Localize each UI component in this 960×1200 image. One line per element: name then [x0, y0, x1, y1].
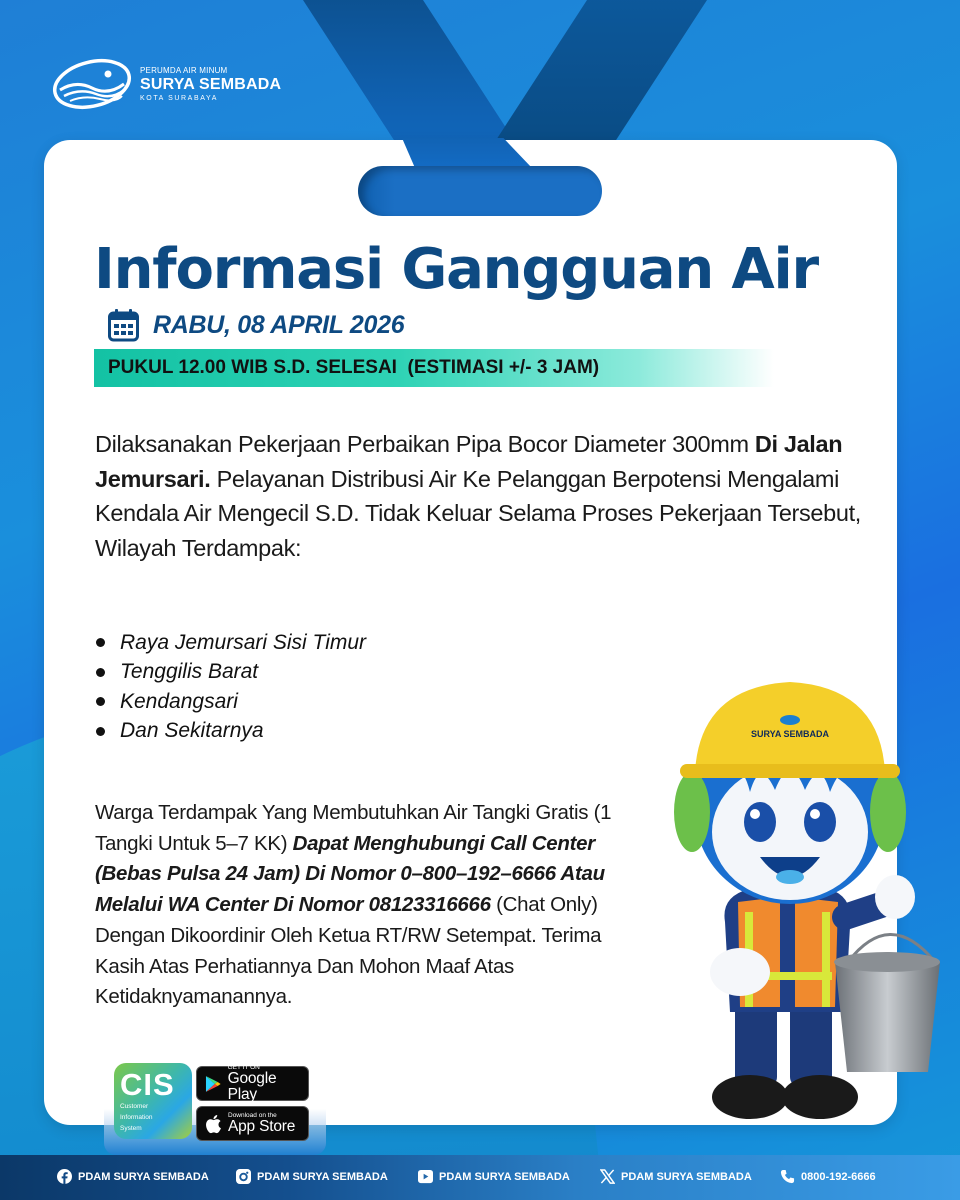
- list-item: [96, 658, 366, 688]
- calendar-icon: [108, 308, 139, 342]
- cis-line: Customer: [120, 1103, 149, 1110]
- app-store-button[interactable]: [196, 1106, 309, 1141]
- area-name: Dan Sekitarnya: [120, 719, 264, 743]
- contact-intro: Warga Terdampak Yang Membutuhkan Air Tangki Gratis (1 Tangki Untuk 5–7 KK): [95, 801, 612, 855]
- bullet-icon: [96, 668, 105, 677]
- footer-facebook-label: PDAM SURYA SEMBADA: [78, 1170, 209, 1183]
- footer-youtube[interactable]: [418, 1169, 570, 1184]
- area-name: Tenggilis Barat: [120, 660, 259, 684]
- instagram-icon: [236, 1169, 251, 1184]
- app-store-label: App Store: [228, 1118, 296, 1135]
- footer-instagram[interactable]: [236, 1169, 388, 1184]
- card-tab-decoration: [358, 166, 602, 216]
- cis-app-icon[interactable]: [114, 1063, 192, 1139]
- cis-label: CIS: [120, 1067, 175, 1102]
- cis-line: Information: [120, 1114, 153, 1121]
- announcement-time: PUKUL 12.00 WIB S.D. SELESAI (ESTIMASI +/- 3 JAM): [108, 357, 600, 378]
- phone-icon: [780, 1169, 795, 1184]
- contact-outro: (Chat Only) Dengan Dikoordinir Oleh Ketua RT/RW Setempat. Terima Kasih Atas Perhatiannya Dan Mohon Maaf Atas Ketidaknyamanannya.: [95, 893, 602, 1009]
- google-play-button[interactable]: [196, 1066, 309, 1101]
- youtube-icon: [418, 1169, 433, 1184]
- social-footer: [0, 1155, 960, 1200]
- list-item: [96, 717, 366, 747]
- brand-name: SURYA SEMBADA: [140, 75, 282, 93]
- contact-numbers: Dapat Menghubungi Call Center (Bebas Pulsa 24 Jam) Di Nomor 0–800–192–6666 Atau Melalui WA Center Di Nomor 08123316666: [95, 831, 605, 917]
- footer-youtube-label: PDAM SURYA SEMBADA: [439, 1170, 570, 1183]
- announcement-date: RABU, 08 APRIL 2026: [153, 310, 405, 339]
- brand-city: KOTA SURABAYA: [140, 94, 218, 102]
- announcement-body: [95, 427, 885, 565]
- body-detail: Pelayanan Distribusi Air Ke Pelanggan Berpotensi Mengalami Kendala Air Mengecil S.D. Tidak Keluar Selama Proses Pekerjaan Tersebut, Wilayah Terdampak:: [95, 465, 861, 561]
- cis-line: System: [120, 1125, 142, 1132]
- brand-subtitle: PERUMDA AIR MINUM: [140, 65, 228, 75]
- footer-facebook[interactable]: [57, 1169, 209, 1184]
- footer-x-label: PDAM SURYA SEMBADA: [621, 1170, 752, 1183]
- footer-phone[interactable]: [780, 1169, 876, 1184]
- apple-icon: [205, 1114, 222, 1134]
- app-store-caption: Download on the: [228, 1112, 277, 1119]
- mascot-illustration: [650, 672, 950, 1132]
- area-name: Raya Jemursari Sisi Timur: [120, 630, 367, 654]
- time-banner: [94, 349, 774, 387]
- google-play-caption: GET IT ON: [227, 1064, 260, 1071]
- helmet-text: SURYA SEMBADA: [750, 729, 830, 739]
- area-name: Kendangsari: [120, 689, 238, 713]
- list-item: [96, 628, 366, 658]
- body-intro: Dilaksanakan Pekerjaan Perbaikan Pipa Bocor Diameter 300mm: [95, 431, 755, 457]
- date-row: [108, 308, 404, 342]
- page-title: Informasi Gangguan Air: [94, 237, 818, 302]
- brand-logo: [52, 58, 281, 110]
- list-item: [96, 687, 366, 717]
- ribbon-right: [496, 0, 720, 140]
- body-location: Di Jalan Jemursari.: [95, 431, 843, 492]
- google-play-label: Google Play: [227, 1070, 277, 1103]
- affected-areas-list: [96, 628, 366, 746]
- bullet-icon: [96, 638, 105, 647]
- bullet-icon: [96, 697, 105, 706]
- facebook-icon: [57, 1169, 72, 1184]
- contact-info: [95, 798, 635, 1013]
- water-drop-logo-icon: [52, 58, 134, 110]
- bullet-icon: [96, 727, 105, 736]
- footer-x[interactable]: [600, 1169, 752, 1184]
- google-play-icon: [205, 1075, 222, 1093]
- footer-instagram-label: PDAM SURYA SEMBADA: [257, 1170, 388, 1183]
- x-icon: [600, 1169, 615, 1184]
- footer-phone-label: 0800-192-6666: [801, 1170, 876, 1183]
